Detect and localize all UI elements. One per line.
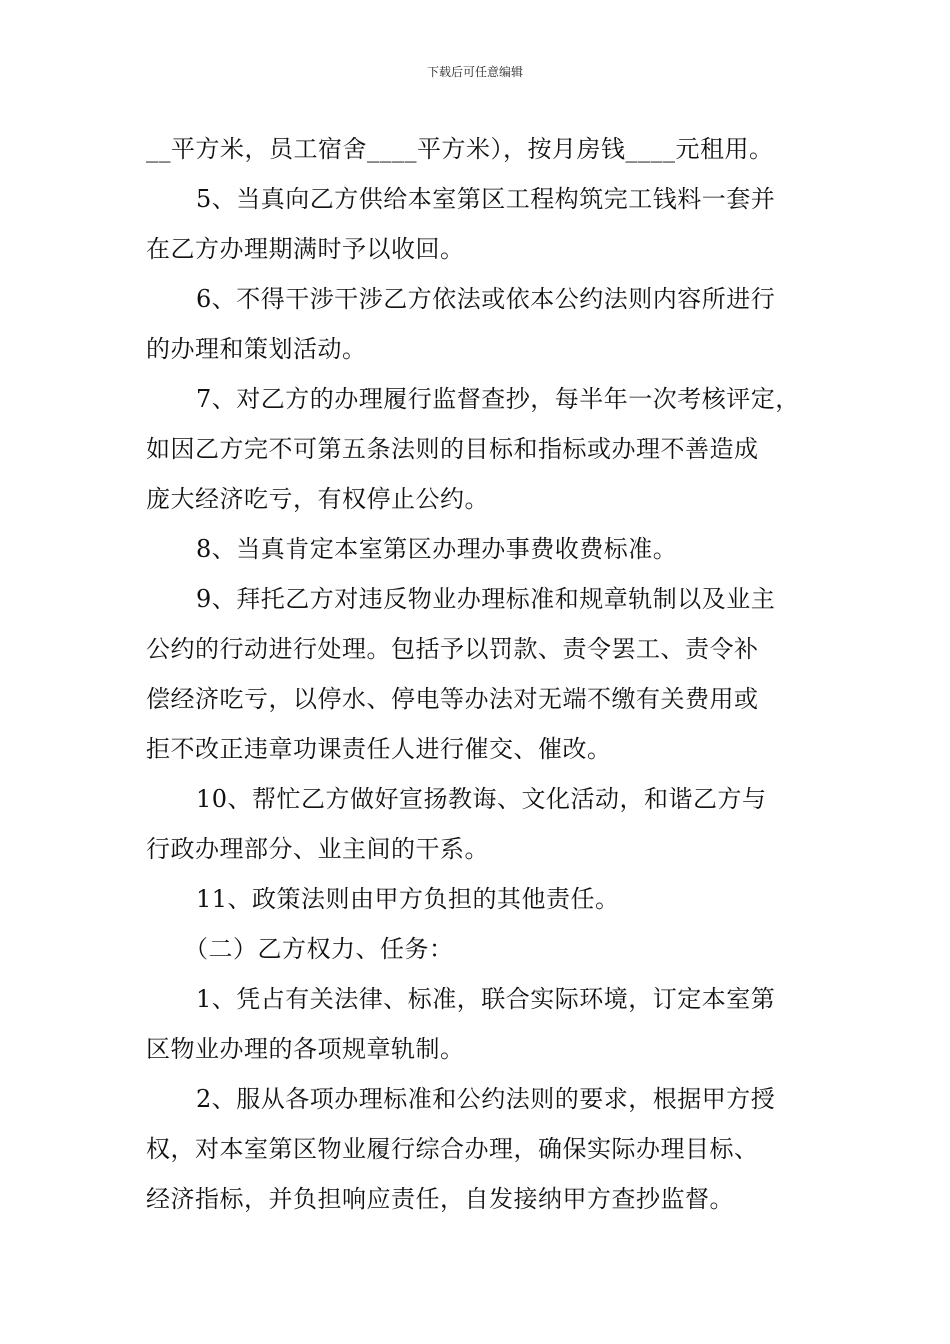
body-line: 1、凭占有关法律、标准，联合实际环境，订定本室第 <box>196 985 776 1013</box>
page-header: 下载后可任意编辑 <box>426 65 523 79</box>
body-line: 如因乙方完不可第五条法则的目标和指标或办理不善造成 <box>146 435 759 463</box>
body-line: 8、当真肯定本室第区办理办事费收费标准。 <box>196 535 678 563</box>
body-line: 11、政策法则由甲方负担的其他责任。 <box>196 885 620 913</box>
body-line: 拒不改正违章功课责任人进行催交、催改。 <box>146 735 612 763</box>
body-line: 的办理和策划活动。 <box>146 335 367 363</box>
body-line: 在乙方办理期满时予以收回。 <box>146 235 465 263</box>
body-line: 7、对乙方的办理履行监督查抄，每半年一次考核评定， <box>196 385 800 413</box>
body-line: 9、拜托乙方对违反物业办理标准和规章轨制以及业主 <box>196 585 776 613</box>
body-line: 偿经济吃亏，以停水、停电等办法对无端不缴有关费用或 <box>146 685 759 713</box>
body-line: 公约的行动进行处理。包括予以罚款、责令罢工、责令补 <box>146 635 759 663</box>
body-line: __平方米，员工宿舍____平方米），按月房钱____元租用。 <box>146 135 774 163</box>
body-line: 行政办理部分、业主间的干系。 <box>146 835 489 863</box>
body-line: 5、当真向乙方供给本室第区工程构筑完工钱料一套并 <box>196 185 776 213</box>
body-line: 区物业办理的各项规章轨制。 <box>146 1035 465 1063</box>
section-heading: （二）乙方权力、任务： <box>184 935 454 963</box>
body-line: 庞大经济吃亏，有权停止公约。 <box>146 485 489 513</box>
body-line: 经济指标，并负担响应责任，自发接纳甲方查抄监督。 <box>146 1185 734 1213</box>
body-line: 权，对本室第区物业履行综合办理，确保实际办理目标、 <box>146 1135 759 1163</box>
body-line: 6、不得干涉干涉乙方依法或依本公约法则内容所进行 <box>196 285 776 313</box>
body-line: 2、服从各项办理标准和公约法则的要求，根据甲方授 <box>196 1085 776 1113</box>
body-line: 10、帮忙乙方做好宣扬教诲、文化活动，和谐乙方与 <box>196 785 767 813</box>
